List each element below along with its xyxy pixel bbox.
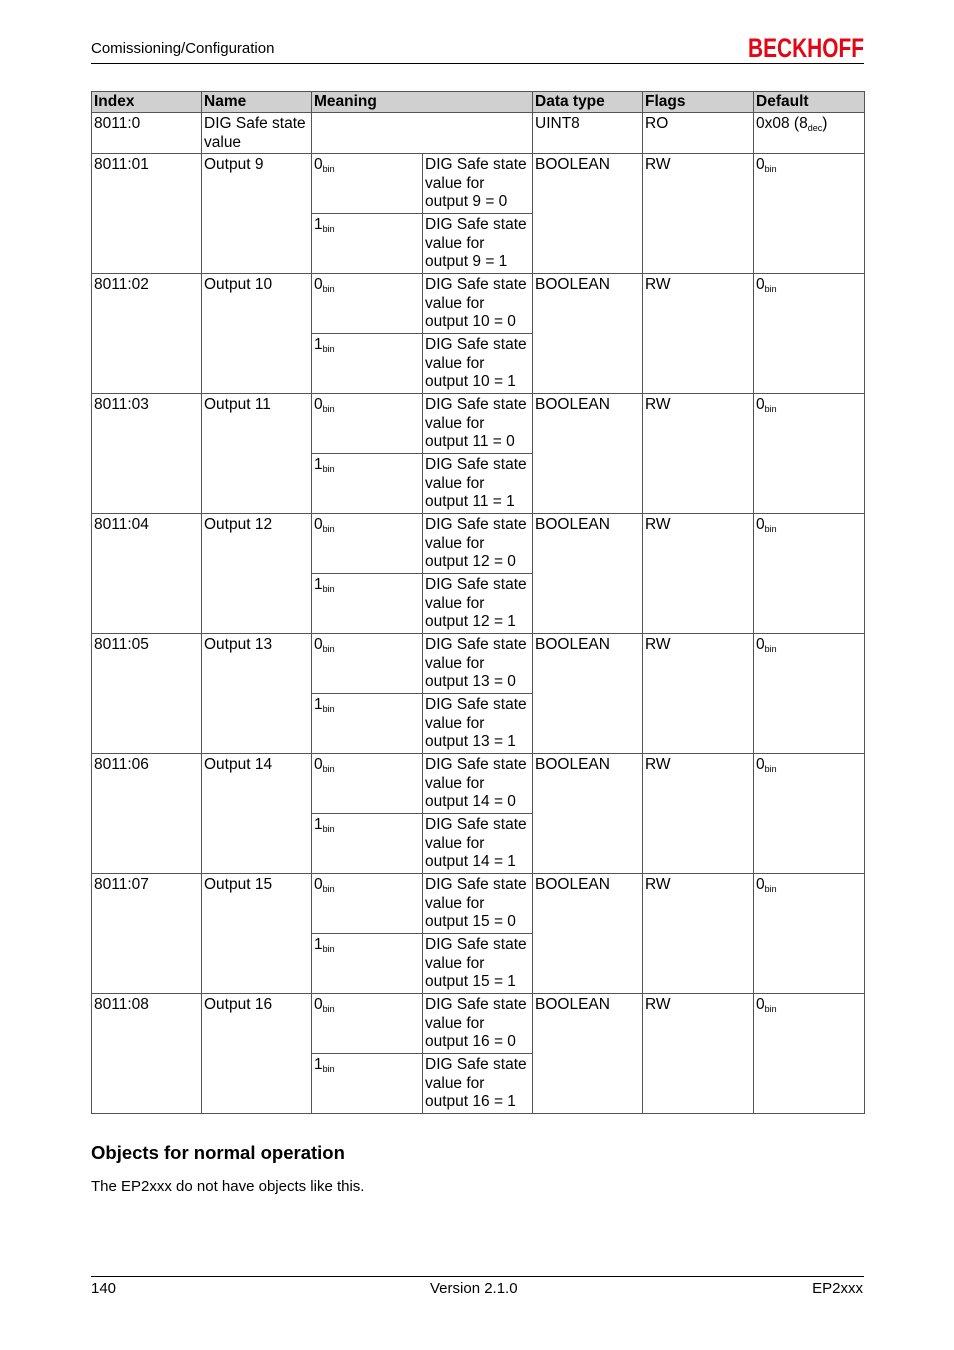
cell-description-1: DIG Safe state value for output 16 = 1 — [423, 1054, 533, 1114]
default-value: 0 — [756, 996, 765, 1013]
cell-index: 8011:0 — [92, 113, 202, 154]
cell-data-type: BOOLEAN — [533, 154, 643, 274]
cell-default — [754, 994, 865, 1114]
default-unit: dec — [807, 123, 823, 133]
parameter-table — [91, 91, 865, 1114]
column-header-meaning: Meaning — [312, 92, 533, 113]
svg-text:BECKHOFF: BECKHOFF — [748, 33, 864, 63]
value-1-unit: bin — [322, 464, 335, 474]
value-1: 1 — [314, 816, 323, 833]
cell-default — [754, 274, 865, 394]
cell-value-0 — [312, 394, 423, 454]
cell-flags: RW — [643, 394, 754, 514]
default-unit: bin — [764, 404, 777, 414]
value-1-unit: bin — [322, 944, 335, 954]
cell-description-0: DIG Safe state value for output 9 = 0 — [423, 154, 533, 214]
cell-value-0 — [312, 274, 423, 334]
cell-description-0: DIG Safe state value for output 11 = 0 — [423, 394, 533, 454]
value-0: 0 — [314, 156, 323, 173]
cell-default — [754, 874, 865, 994]
default-value: 0x08 (8 — [756, 115, 808, 132]
cell-name: Output 16 — [202, 994, 312, 1114]
cell-description-0: DIG Safe state value for output 16 = 0 — [423, 994, 533, 1054]
cell-description-0: DIG Safe state value for output 10 = 0 — [423, 274, 533, 334]
default-value: 0 — [756, 876, 765, 893]
cell-name: Output 15 — [202, 874, 312, 994]
value-1-unit: bin — [322, 1064, 335, 1074]
cell-index: 8011:05 — [92, 634, 202, 754]
cell-value-0 — [312, 874, 423, 934]
cell-data-type: BOOLEAN — [533, 994, 643, 1114]
cell-index: 8011:07 — [92, 874, 202, 994]
column-header-default: Default — [754, 92, 865, 113]
value-0-unit: bin — [322, 284, 335, 294]
cell-value-0 — [312, 154, 423, 214]
value-0: 0 — [314, 396, 323, 413]
default-unit: bin — [764, 764, 777, 774]
section-heading: Objects for normal operation — [91, 1142, 345, 1163]
table-row — [92, 274, 865, 334]
default-value: 0 — [756, 636, 765, 653]
cell-default — [754, 634, 865, 754]
cell-description-1: DIG Safe state value for output 12 = 1 — [423, 574, 533, 634]
value-0: 0 — [314, 876, 323, 893]
cell-value-1 — [312, 214, 423, 274]
cell-default — [754, 754, 865, 874]
value-1: 1 — [314, 456, 323, 473]
value-1: 1 — [314, 696, 323, 713]
value-1-unit: bin — [322, 584, 335, 594]
column-header-flags: Flags — [643, 92, 754, 113]
table-row — [92, 634, 865, 694]
value-0-unit: bin — [322, 764, 335, 774]
cell-flags: RW — [643, 874, 754, 994]
cell-value-0 — [312, 994, 423, 1054]
value-0: 0 — [314, 996, 323, 1013]
table-row — [92, 874, 865, 934]
default-unit: bin — [764, 644, 777, 654]
cell-data-type: BOOLEAN — [533, 274, 643, 394]
cell-description-0: DIG Safe state value for output 12 = 0 — [423, 514, 533, 574]
value-0: 0 — [314, 756, 323, 773]
cell-name: Output 12 — [202, 514, 312, 634]
default-unit: bin — [764, 524, 777, 534]
footer-version: Version 2.1.0 — [430, 1280, 518, 1297]
cell-value-0 — [312, 634, 423, 694]
cell-description-1: DIG Safe state value for output 9 = 1 — [423, 214, 533, 274]
cell-data-type: BOOLEAN — [533, 514, 643, 634]
value-1: 1 — [314, 1056, 323, 1073]
cell-default — [754, 394, 865, 514]
value-1-unit: bin — [322, 704, 335, 714]
cell-data-type: BOOLEAN — [533, 634, 643, 754]
cell-description-0: DIG Safe state value for output 13 = 0 — [423, 634, 533, 694]
column-header-index: Index — [92, 92, 202, 113]
cell-flags: RO — [643, 113, 754, 154]
value-0-unit: bin — [322, 404, 335, 414]
value-0-unit: bin — [322, 884, 335, 894]
column-header-data-type: Data type — [533, 92, 643, 113]
cell-value-0 — [312, 754, 423, 814]
footer-page-number: 140 — [91, 1280, 117, 1297]
cell-description-1: DIG Safe state value for output 14 = 1 — [423, 814, 533, 874]
header-section-title: Comissioning/Configuration — [91, 40, 275, 57]
cell-default — [754, 113, 865, 154]
cell-value-1 — [312, 694, 423, 754]
cell-name: Output 13 — [202, 634, 312, 754]
default-unit: bin — [764, 164, 777, 174]
cell-value-1 — [312, 454, 423, 514]
table-row — [92, 514, 865, 574]
cell-name: DIG Safe state value — [202, 113, 312, 154]
beckhoff-logo — [748, 33, 864, 63]
header-rule — [91, 63, 864, 64]
default-close: ) — [822, 115, 828, 132]
cell-index: 8011:04 — [92, 514, 202, 634]
value-1: 1 — [314, 336, 323, 353]
cell-index: 8011:02 — [92, 274, 202, 394]
cell-name: Output 9 — [202, 154, 312, 274]
cell-description-0: DIG Safe state value for output 15 = 0 — [423, 874, 533, 934]
value-1-unit: bin — [322, 824, 335, 834]
cell-index: 8011:08 — [92, 994, 202, 1114]
cell-value-1 — [312, 574, 423, 634]
value-1: 1 — [314, 576, 323, 593]
cell-description-1: DIG Safe state value for output 13 = 1 — [423, 694, 533, 754]
section-body-text: The EP2xxx do not have objects like this. — [91, 1178, 365, 1195]
cell-index: 8011:01 — [92, 154, 202, 274]
cell-name: Output 14 — [202, 754, 312, 874]
value-0: 0 — [314, 516, 323, 533]
default-value: 0 — [756, 756, 765, 773]
cell-data-type: BOOLEAN — [533, 394, 643, 514]
cell-flags: RW — [643, 994, 754, 1114]
cell-value-1 — [312, 334, 423, 394]
value-1-unit: bin — [322, 344, 335, 354]
value-0-unit: bin — [322, 164, 335, 174]
footer-rule — [91, 1276, 864, 1277]
cell-flags: RW — [643, 754, 754, 874]
cell-description-1: DIG Safe state value for output 11 = 1 — [423, 454, 533, 514]
cell-default — [754, 154, 865, 274]
default-value: 0 — [756, 516, 765, 533]
value-0: 0 — [314, 636, 323, 653]
cell-flags: RW — [643, 154, 754, 274]
cell-description-1: DIG Safe state value for output 10 = 1 — [423, 334, 533, 394]
value-1: 1 — [314, 216, 323, 233]
value-0-unit: bin — [322, 524, 335, 534]
cell-meaning — [312, 113, 533, 154]
table-row — [92, 113, 865, 154]
table-header-row — [92, 92, 865, 113]
cell-data-type: UINT8 — [533, 113, 643, 154]
cell-data-type: BOOLEAN — [533, 874, 643, 994]
default-unit: bin — [764, 1004, 777, 1014]
cell-data-type: BOOLEAN — [533, 754, 643, 874]
cell-flags: RW — [643, 274, 754, 394]
default-value: 0 — [756, 396, 765, 413]
cell-value-1 — [312, 814, 423, 874]
value-1-unit: bin — [322, 224, 335, 234]
cell-name: Output 10 — [202, 274, 312, 394]
value-1: 1 — [314, 936, 323, 953]
cell-default — [754, 514, 865, 634]
cell-flags: RW — [643, 634, 754, 754]
value-0-unit: bin — [322, 644, 335, 654]
table-row — [92, 394, 865, 454]
footer-product: EP2xxx — [812, 1280, 863, 1297]
cell-index: 8011:03 — [92, 394, 202, 514]
cell-name: Output 11 — [202, 394, 312, 514]
value-0: 0 — [314, 276, 323, 293]
cell-value-0 — [312, 514, 423, 574]
default-unit: bin — [764, 884, 777, 894]
cell-value-1 — [312, 1054, 423, 1114]
table-row — [92, 754, 865, 814]
default-unit: bin — [764, 284, 777, 294]
default-value: 0 — [756, 156, 765, 173]
cell-description-0: DIG Safe state value for output 14 = 0 — [423, 754, 533, 814]
cell-description-1: DIG Safe state value for output 15 = 1 — [423, 934, 533, 994]
table-row — [92, 994, 865, 1054]
cell-value-1 — [312, 934, 423, 994]
default-value: 0 — [756, 276, 765, 293]
cell-index: 8011:06 — [92, 754, 202, 874]
table-row — [92, 154, 865, 214]
column-header-name: Name — [202, 92, 312, 113]
value-0-unit: bin — [322, 1004, 335, 1014]
cell-flags: RW — [643, 514, 754, 634]
